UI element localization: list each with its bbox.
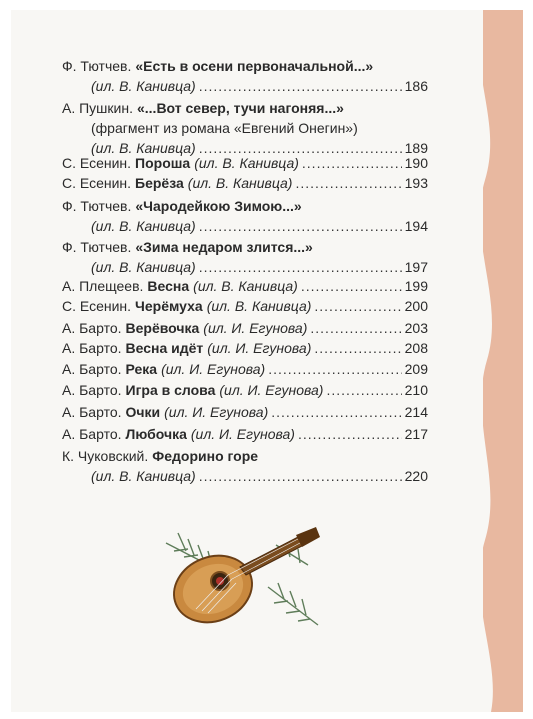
dot-leader xyxy=(199,257,402,277)
dot-leader xyxy=(199,466,402,486)
entry-page: 210 xyxy=(404,382,428,398)
toc-entry xyxy=(62,446,428,486)
dot-leader xyxy=(302,153,402,173)
dot-leader xyxy=(310,318,401,338)
toc-entry-first-line xyxy=(62,318,428,338)
toc-entry-first-line xyxy=(62,402,428,422)
entry-title: Федорино горе xyxy=(152,448,259,464)
dot-leader xyxy=(199,76,402,96)
lute-illustration xyxy=(158,525,328,640)
entry-title: Берёза xyxy=(135,175,184,191)
toc-entry xyxy=(62,98,428,158)
entry-illustrator: (ил. В. Канивца) xyxy=(91,218,196,234)
toc-entry-first-line xyxy=(62,296,428,316)
entry-title: «...Вот север, тучи нагоняя...» xyxy=(136,100,344,116)
toc-entry xyxy=(62,402,428,422)
toc-entry xyxy=(62,296,428,316)
entry-illustrator: (ил. И. Егунова) xyxy=(164,404,269,420)
entry-page: 217 xyxy=(404,426,428,442)
entry-illustrator: (ил. В. Канивца) xyxy=(206,298,312,314)
entry-author: А. Барто. xyxy=(62,361,122,377)
entry-author: А. Барто. xyxy=(62,340,122,356)
toc-entry-first-line xyxy=(62,276,428,296)
entry-page: 189 xyxy=(404,140,428,156)
dot-leader xyxy=(199,216,402,236)
toc-entry-continuation xyxy=(62,257,428,277)
entry-title: Очки xyxy=(125,404,161,420)
entry-author: С. Есенин. xyxy=(62,175,132,191)
entry-author: Ф. Тютчев. xyxy=(62,239,132,255)
entry-author: А. Барто. xyxy=(62,320,122,336)
toc-entry-first-line xyxy=(62,359,428,379)
dot-leader xyxy=(301,276,402,296)
entry-title: «Есть в осени первоначальной...» xyxy=(135,58,374,74)
toc-entry-continuation xyxy=(62,466,428,486)
toc-entry-first-line xyxy=(62,446,428,466)
entry-illustrator: (ил. И. Егунова) xyxy=(161,361,266,377)
entry-illustrator: (ил. В. Канивца) xyxy=(194,155,299,171)
entry-page: 203 xyxy=(404,320,428,336)
toc-entry xyxy=(62,318,428,338)
toc-entry xyxy=(62,56,428,96)
entry-page: 199 xyxy=(404,278,428,294)
entry-title: Игра в слова xyxy=(125,382,216,398)
entry-illustrator: (ил. И. Егунова) xyxy=(207,340,312,356)
dot-leader xyxy=(271,402,401,422)
toc-entry xyxy=(62,276,428,296)
entry-author: С. Есенин. xyxy=(62,298,132,314)
entry-page: 193 xyxy=(404,175,428,191)
entry-illustrator: (ил. И. Егунова) xyxy=(219,382,324,398)
dot-leader xyxy=(314,296,401,316)
toc-entry-continuation xyxy=(62,216,428,236)
entry-subtitle: (фрагмент из романа «Евгений Онегин») xyxy=(91,120,358,136)
entry-page: 194 xyxy=(404,218,428,234)
toc-entry-first-line xyxy=(62,56,428,76)
dot-leader xyxy=(298,424,402,444)
entry-illustrator: (ил. В. Канивца) xyxy=(187,175,293,191)
toc-entry xyxy=(62,237,428,277)
entry-illustrator: (ил. В. Канивца) xyxy=(91,78,196,94)
toc-entry-first-line xyxy=(62,338,428,358)
entry-title: Пороша xyxy=(135,155,191,171)
entry-author: А. Барто. xyxy=(62,382,122,398)
toc-entry-continuation xyxy=(62,76,428,96)
toc-entry-first-line xyxy=(62,153,428,173)
entry-author: А. Барто. xyxy=(62,426,122,442)
toc-entry-first-line xyxy=(62,196,428,216)
toc-entry xyxy=(62,380,428,400)
entry-title: Верёвочка xyxy=(125,320,200,336)
entry-title: «Зима недаром злится...» xyxy=(135,239,313,255)
toc-entry-first-line xyxy=(62,424,428,444)
dot-leader xyxy=(268,359,401,379)
entry-title: «Чародейкою Зимою...» xyxy=(135,198,302,214)
toc-entry xyxy=(62,424,428,444)
toc-entry xyxy=(62,359,428,379)
entry-title: Весна xyxy=(147,278,190,294)
dot-leader xyxy=(326,380,401,400)
entry-page: 200 xyxy=(404,298,428,314)
entry-author: К. Чуковский. xyxy=(62,448,149,464)
toc-entry xyxy=(62,338,428,358)
entry-illustrator: (ил. В. Канивца) xyxy=(91,140,196,156)
toc-entry-first-line xyxy=(62,380,428,400)
entry-page: 220 xyxy=(404,468,428,484)
entry-page: 214 xyxy=(404,404,428,420)
entry-title: Любочка xyxy=(125,426,187,442)
entry-author: А. Барто. xyxy=(62,404,122,420)
entry-illustrator: (ил. В. Канивца) xyxy=(91,468,196,484)
entry-author: А. Пушкин. xyxy=(62,100,133,116)
entry-author: Ф. Тютчев. xyxy=(62,198,132,214)
entry-title: Черёмуха xyxy=(135,298,203,314)
lute-icon xyxy=(164,527,320,634)
entry-page: 208 xyxy=(404,340,428,356)
entry-illustrator: (ил. В. Канивца) xyxy=(193,278,298,294)
entry-illustrator: (ил. И. Егунова) xyxy=(190,426,295,442)
toc-entry-continuation xyxy=(62,118,428,138)
toc-entry xyxy=(62,196,428,236)
toc-entry-first-line xyxy=(62,98,428,118)
dot-leader xyxy=(295,173,401,193)
entry-illustrator: (ил. В. Канивца) xyxy=(91,259,196,275)
toc-entry-first-line xyxy=(62,237,428,257)
toc-entry xyxy=(62,153,428,173)
entry-page: 186 xyxy=(404,78,428,94)
entry-page: 190 xyxy=(404,155,428,171)
entry-author: А. Плещеев. xyxy=(62,278,144,294)
dot-leader xyxy=(314,338,401,358)
toc-entry-first-line xyxy=(62,173,428,193)
entry-page: 209 xyxy=(404,361,428,377)
toc-entry xyxy=(62,173,428,193)
entry-title: Река xyxy=(125,361,158,377)
entry-author: Ф. Тютчев. xyxy=(62,58,132,74)
entry-title: Весна идёт xyxy=(125,340,204,356)
entry-illustrator: (ил. И. Егунова) xyxy=(203,320,308,336)
entry-page: 197 xyxy=(404,259,428,275)
entry-author: С. Есенин. xyxy=(62,155,132,171)
